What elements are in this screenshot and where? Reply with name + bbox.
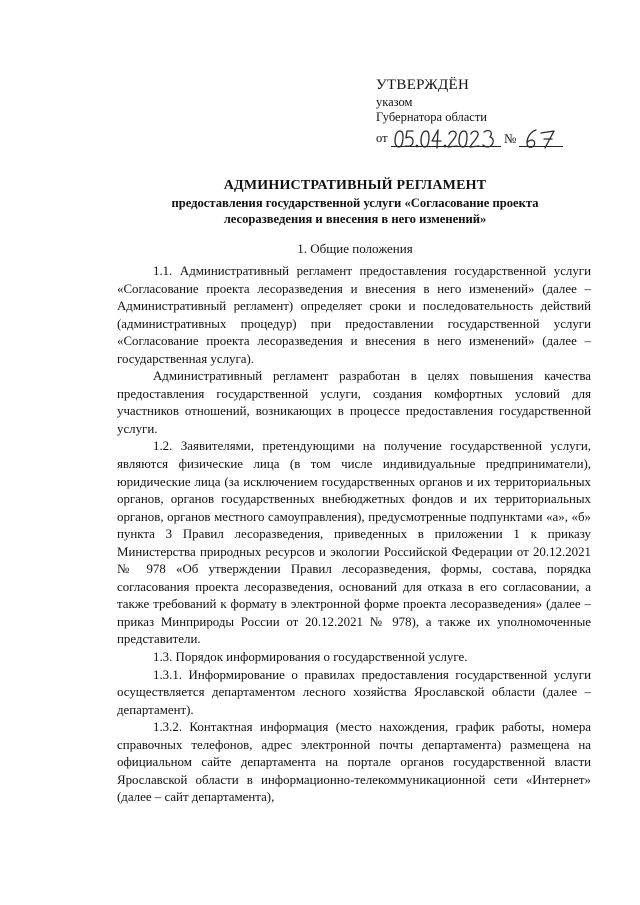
handwritten-date: [393, 127, 501, 149]
approval-date-prefix: от: [376, 131, 388, 145]
approval-governor-label: Губернатора области: [376, 110, 487, 124]
document-subtitle-line-1: предоставления государственной услуги «Согласование проекта: [171, 196, 539, 210]
paragraph-1-3-1: 1.3.1. Информирование о правилах предоставления государственной услуги осуществляется департаментом лесного хозяйства Ярославской области (далее – департамент).: [117, 667, 591, 717]
paragraph-1-1: 1.1. Административный регламент предоставления государственной услуги «Согласование проекта лесоразведения и внесения в него изменений» (далее – Административный регламент) определяет сроки и последовательность действий (административных процедур) при предоставлении государственной услуги «Согласование проекта лесоразведения и внесения в него изменений» (далее – государственная услуга).: [117, 264, 591, 366]
approval-block: [376, 76, 576, 150]
paragraph-purpose: Административный регламент разработан в целях повышения качества предоставления государственной услуги, создания комфортных условий для участников отношений, возникающих в процессе предоставления государственной услуги.: [117, 369, 591, 436]
document-body: [117, 263, 591, 807]
section-heading: 1. Общие положения: [297, 241, 413, 256]
document-subtitle-line-2: лесоразведения и внесения в него изменений»: [223, 212, 487, 226]
paragraph-1-2: 1.2. Заявителями, претендующими на получение государственной услуги, являются физические лица (в том числе индивидуальные предприниматели), юридические лица (за исключением государственных органов и их территориальных органов, органов государственных внебюджетных фондов и их территориальных органов, органов местного самоуправления), предусмотренные подпунктами «а», «б» пункта 3 Правил лесоразведения, приведенных в приложении 1 к приказу Министерства природных ресурсов и экологии Российской Федерации от 20.12.2021 № 978 «Об утверждении Правил лесоразведения, формы, состава, порядка согласования проекта лесоразведения, оснований для отказа в его согласовании, а также требований к формату в электронной форме проекта лесоразведения» (далее – приказ Минприроды России от 20.12.2021 № 978), а также их уполномоченные представители.: [117, 439, 591, 647]
document-title-block: [120, 177, 590, 227]
approval-date-number-row: [376, 126, 576, 150]
paragraph-1-3-2: 1.3.2. Контактная информация (место нахождения, график работы, номера справочных телефонов, адрес электронной почты департамента) размещена на официальном сайте департамента на портале органов государственной власти Ярославской области в информационно-телекоммуникационной сети «Интернет» (далее – сайт департамента),: [117, 720, 591, 805]
handwritten-number: [523, 127, 559, 149]
approval-number-sign: №: [504, 131, 517, 146]
approval-decree-label: указом: [376, 95, 413, 109]
paragraph-1-3: 1.3. Порядок информирования о государственной услуге.: [153, 650, 468, 665]
approval-title: УТВЕРЖДЁН: [376, 77, 470, 93]
document-title: АДМИНИСТРАТИВНЫЙ РЕГЛАМЕНТ: [223, 178, 487, 193]
